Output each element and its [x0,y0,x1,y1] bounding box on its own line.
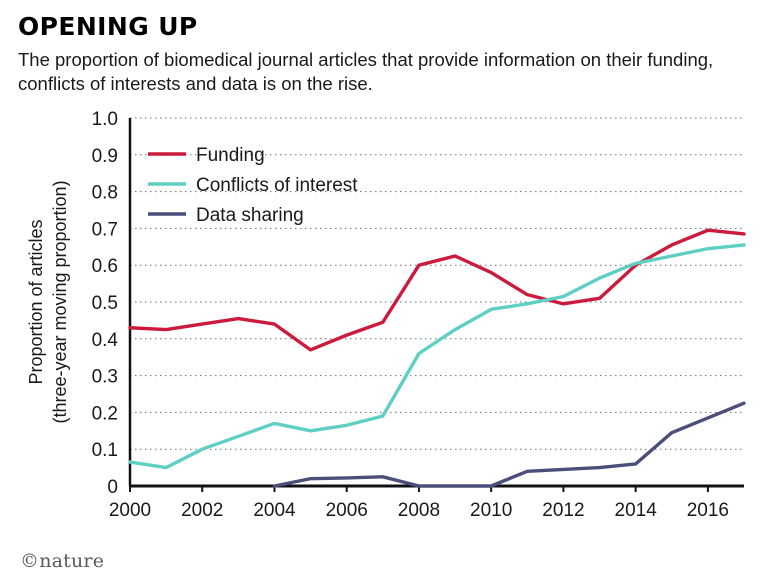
y-axis-label-line1: Proportion of articles [26,219,46,385]
series-line [274,403,744,486]
line-chart [18,106,758,526]
x-tick-label: 2016 [686,499,730,521]
series-lines [130,230,744,486]
y-tick-label: 0.2 [91,402,118,424]
legend-label: Funding [196,144,265,166]
x-axis-ticks [109,486,729,521]
y-tick-label: 0.8 [91,182,118,204]
gridlines [130,118,744,449]
x-tick-label: 2002 [181,499,224,521]
y-tick-label: 0.1 [91,439,118,461]
x-tick-label: 2010 [470,499,513,521]
y-tick-label: 1.0 [91,108,118,130]
x-tick-label: 2014 [614,499,657,521]
chart-svg [18,106,758,526]
x-tick-label: 2008 [397,499,441,521]
x-tick-label: 2006 [325,499,368,521]
y-tick-label: 0.7 [91,218,118,240]
legend-label: Data sharing [196,204,304,226]
page-title: OPENING UP [18,12,198,41]
x-tick-label: 2004 [253,499,296,521]
axes [130,118,744,486]
x-tick-label: 2012 [542,499,585,521]
chart-legend [148,145,358,226]
series-line [130,245,744,468]
nature-credit: ©nature [20,550,105,572]
y-tick-label: 0.9 [91,145,118,167]
y-tick-label: 0 [107,476,118,498]
y-tick-label: 0.6 [91,255,118,277]
y-axis-label-line2: (three-year moving proportion) [50,180,70,424]
y-tick-label: 0.3 [91,366,118,388]
y-axis-label [26,180,70,423]
legend-label: Conflicts of interest [196,174,358,196]
y-tick-label: 0.4 [91,329,118,351]
y-axis-ticks [92,109,119,498]
x-tick-label: 2000 [108,499,152,521]
page-subtitle: The proportion of biomedical journal articles that provide information on their funding, conflicts of interests and data is on the rise. [18,49,714,94]
y-tick-label: 0.5 [91,292,118,314]
series-line [130,230,744,350]
